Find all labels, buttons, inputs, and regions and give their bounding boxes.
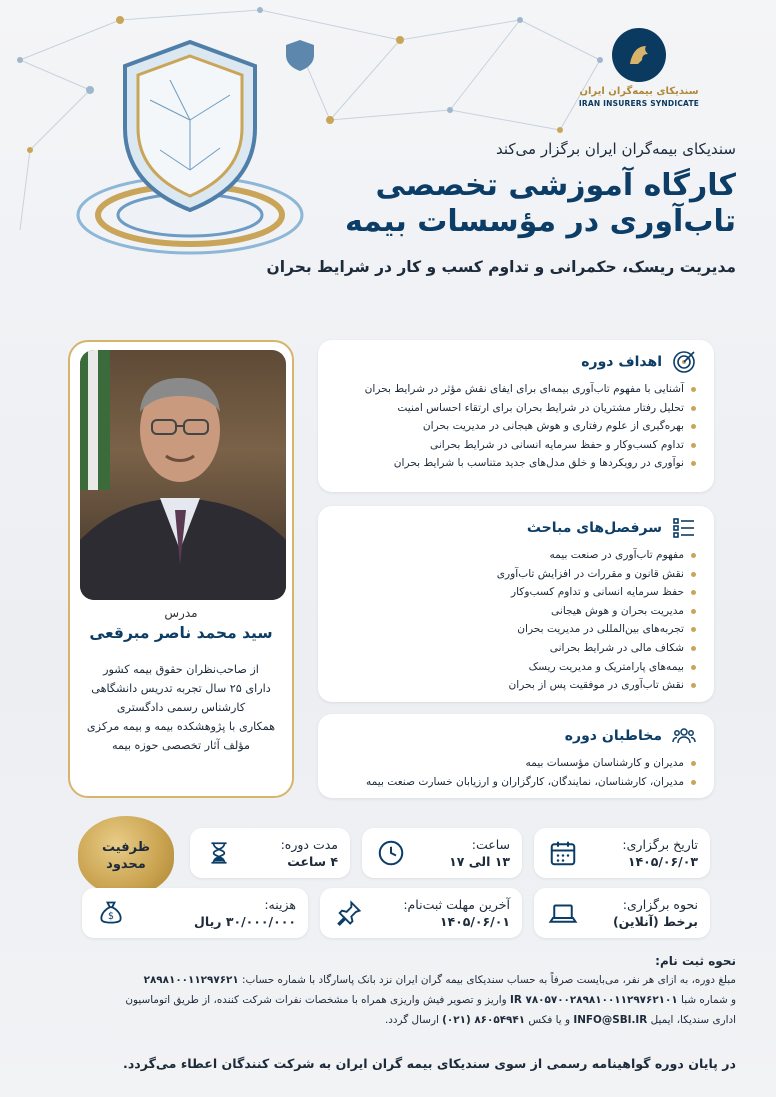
audience-list	[332, 754, 696, 791]
deadline-pill	[320, 888, 522, 938]
syndicate-logo	[574, 28, 704, 108]
registration-section	[26, 954, 736, 1030]
list-item: مفهوم تاب‌آوری در صنعت بیمه	[332, 546, 696, 565]
list-item: بهره‌گیری از علوم رفتاری و هوش هیجانی در مدیریت بحران	[332, 417, 696, 436]
deadline-label: آخرین مهلت ثبت‌نام:	[403, 897, 510, 912]
bio-line: مؤلف آثار تخصصی حوزه بیمه	[112, 739, 250, 752]
sheba-number: IR ۷۸۰۵۷۰۰۲۸۹۸۱۰۰۱۱۲۹۷۶۲۱۰۱	[510, 994, 678, 1006]
list-item: مدیران، کارشناسان، نمایندگان، کارگزاران و ارزیابان خسارت صنعت بیمه	[332, 773, 696, 792]
fax-number: ۸۶۰۵۴۹۴۱ (۰۲۱)	[442, 1014, 526, 1026]
mode-pill	[534, 888, 710, 938]
email-address[interactable]: INFO@SBI.IR	[573, 1014, 648, 1026]
logo-name-persian: سندیکای بیمه‌گران ایران	[579, 86, 699, 97]
instructor-bio	[82, 660, 280, 755]
calendar-icon	[546, 836, 580, 870]
badge-line-1: ظرفیت	[102, 840, 150, 855]
mode-label: نحوه برگزاری:	[622, 897, 698, 912]
fee-label: هزینه:	[264, 897, 296, 912]
registration-text: ارسال گردد.	[385, 1014, 443, 1026]
list-icon	[672, 516, 696, 540]
people-icon	[672, 724, 696, 748]
audience-title: مخاطبان دوره	[564, 728, 662, 744]
time-pill	[362, 828, 522, 878]
workshop-topic: تاب‌آوری در مؤسسات بیمه	[344, 204, 736, 239]
money-bag-icon	[94, 896, 128, 930]
logo-name-english: IRAN INSURERS SYNDICATE	[578, 99, 700, 108]
list-item: مدیریت بحران و هوش هیجانی	[332, 602, 696, 621]
mode-value: برخط (آنلاین)	[612, 914, 698, 929]
fee-pill	[82, 888, 308, 938]
bio-line: از صاحب‌نظران حقوق بیمه کشور	[103, 663, 259, 676]
registration-body	[26, 970, 736, 1030]
target-icon	[672, 350, 696, 374]
date-pill	[534, 828, 710, 878]
list-item: حفظ سرمایه انسانی و تداوم کسب‌وکار	[332, 583, 696, 602]
certificate-note: در پایان دوره گواهینامه رسمی از سوی سندیکای بیمه گران ایران به شرکت کنندگان اعطاء می‌گردد.	[123, 1056, 736, 1071]
workshop-subtitle: مدیریت ریسک، حکمرانی و تداوم کسب و کار در شرایط بحران	[266, 258, 736, 276]
registration-title: نحوه ثبت نام:	[655, 954, 736, 968]
deadline-value: ۱۴۰۵/۰۶/۰۱	[439, 914, 510, 929]
goals-title: اهداف دوره	[581, 354, 662, 370]
organizer-line: سندیکای بیمه‌گران ایران برگزار می‌کند	[496, 140, 736, 158]
goals-list	[332, 380, 696, 473]
registration-text: و شماره شبا	[677, 994, 736, 1006]
registration-text: مبلغ دوره، به ازای هر نفر، می‌بایست صرفاً به حساب سندیکای بیمه گران ایران نزد بانک پاسارگاد با شماره حساب:	[238, 974, 736, 986]
hourglass-icon	[202, 836, 236, 870]
badge-line-2: محدود	[106, 857, 146, 872]
list-item: نقش تاب‌آوری در موفقیت پس از بحران	[332, 676, 696, 695]
instructor-name: سید محمد ناصر مبرقعی	[89, 624, 273, 642]
laptop-icon	[546, 896, 580, 930]
workshop-title: کارگاه آموزشی تخصصی	[375, 168, 736, 203]
topics-list	[332, 546, 696, 695]
clock-icon	[374, 836, 408, 870]
list-item: تداوم کسب‌وکار و حفظ سرمایه انسانی در شرایط بحرانی	[332, 436, 696, 455]
pushpin-icon	[332, 896, 366, 930]
instructor-role: مدرس	[164, 606, 198, 620]
registration-text: واریز و تصویر فیش واریزی همراه با مشخصات نفرات شرکت کننده، از طریق اتوماسیون	[125, 994, 511, 1006]
header	[216, 140, 736, 276]
list-item: مدیران و کارشناسان مؤسسات بیمه	[332, 754, 696, 773]
bio-line: همکاری با پژوهشکده بیمه و بیمه مرکزی	[86, 720, 276, 733]
fee-value: ۳۰/۰۰۰/۰۰۰ ریال	[194, 914, 296, 929]
bio-line: کارشناس رسمی دادگستری	[116, 701, 246, 714]
instructor-photo	[80, 350, 286, 600]
limited-capacity-badge	[78, 816, 174, 896]
list-item: شکاف مالی در شرایط بحرانی	[332, 639, 696, 658]
duration-value: ۴ ساعت	[287, 854, 338, 869]
time-label: ساعت:	[471, 837, 510, 852]
time-value: ۱۳ الی ۱۷	[449, 854, 510, 869]
duration-pill	[190, 828, 350, 878]
date-label: تاریخ برگزاری:	[622, 837, 698, 852]
registration-text: و یا فکس	[525, 1014, 574, 1026]
date-value: ۱۴۰۵/۰۶/۰۳	[627, 854, 698, 869]
bio-line: دارای ۲۵ سال تجربه تدریس دانشگاهی	[91, 682, 271, 695]
horse-logo-icon	[612, 28, 666, 82]
topics-title: سرفصل‌های مباحث	[526, 520, 662, 536]
list-item: تحلیل رفتار مشتریان در شرایط بحران برای ارتقاء احساس امنیت	[332, 399, 696, 418]
list-item: تجربه‌های بین‌المللی در مدیریت بحران	[332, 620, 696, 639]
registration-text: اداری سندیکا، ایمیل	[647, 1014, 736, 1026]
list-item: نقش قانون و مقررات در افزایش تاب‌آوری	[332, 565, 696, 584]
audience-card	[318, 714, 714, 798]
topics-card	[318, 506, 714, 702]
instructor-card	[68, 340, 294, 798]
list-item: نوآوری در رویکردها و خلق مدل‌های جدید متناسب با شرایط بحران	[332, 454, 696, 473]
list-item: آشنایی با مفهوم تاب‌آوری بیمه‌ای برای ایفای نقش مؤثر در شرایط بحران	[332, 380, 696, 399]
goals-card	[318, 340, 714, 492]
account-number: ۲۸۹۸۱۰۰۱۱۲۹۷۶۲۱	[143, 974, 239, 986]
list-item: بیمه‌های پارامتریک و مدیریت ریسک	[332, 658, 696, 677]
svg-text:$: $	[108, 910, 114, 922]
duration-label: مدت دوره:	[280, 837, 338, 852]
